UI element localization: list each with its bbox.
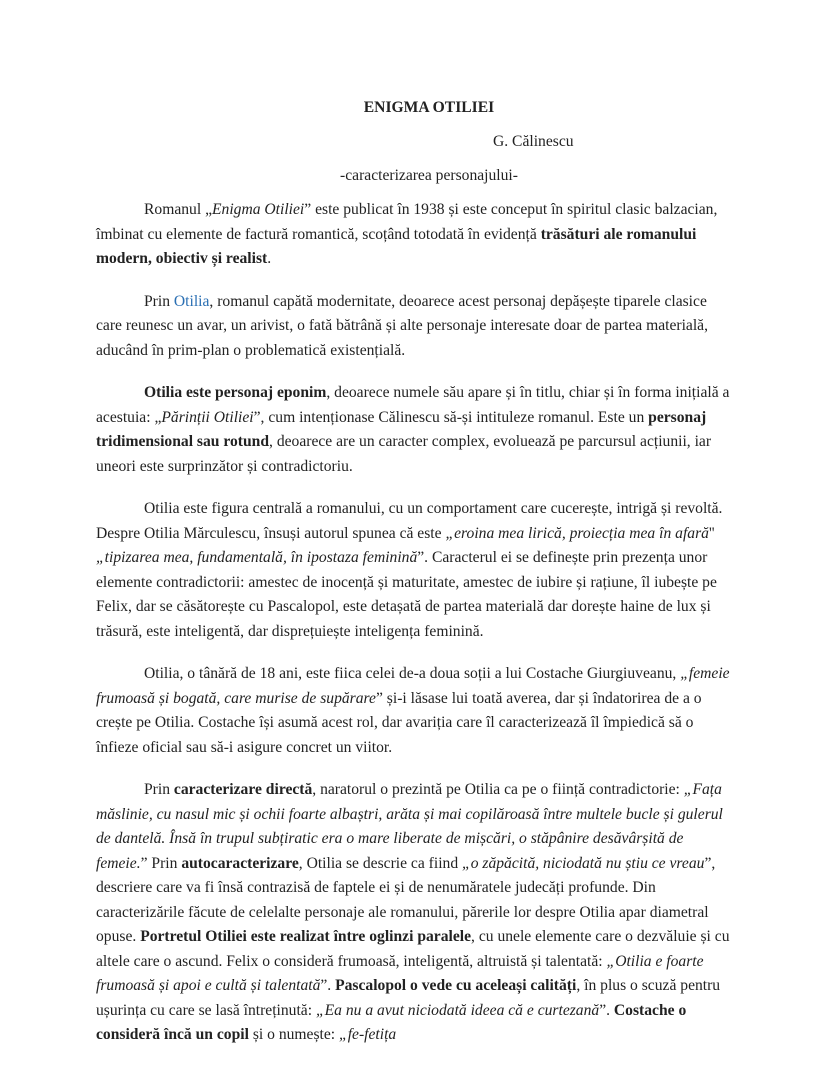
text: ”, descriere care va fi însă contrazisă de faptele ei și de nenumăratele judecăți profunde. Din caracterizările făcute de celelalte personaje ale romanului, părerile lor despre Otilia apar diametral opuse. — [96, 854, 716, 945]
paragraph-background — [96, 662, 732, 760]
emphasis: „Ea nu a avut niciodată ideea că e curtezană — [315, 1001, 600, 1019]
bold-text: caracterizare directă — [173, 781, 313, 798]
otilia-link[interactable]: Otilia — [173, 292, 210, 310]
paragraph-modernity — [96, 290, 732, 364]
paragraph-characterization — [96, 778, 732, 1048]
paragraph-eponym — [96, 381, 732, 479]
bold-text: trăsături ale romanului modern, obiectiv și realist — [96, 225, 697, 267]
text: ”. Caracterul ei se definește prin prezența unor elemente contradictorii: amestec de inocență și maturitate, amestec de iubire și rațiune, îl iubește pe Felix, dar se căsătorește cu Pascalopol, este detașată de partea materială dar dorește haine de lux și trăsură, este inteligentă, dar disprețuiește inteligența feminină. — [96, 549, 717, 640]
text: , naratorul o prezintă pe Otilia ca pe o ființă contradictorie: — [312, 781, 684, 798]
text: , romanul capătă modernitate, deoarece acest personaj depășește tiparele clasice care reunesc un avar, un arivist, o fată bătrână și alte personaje interesate doar de partea materială, aducând în prim-plan o problematică existențială. — [96, 292, 708, 359]
text: , în plus o scuză pentru ușurința cu care se lasă întreținută: — [96, 977, 721, 1019]
emphasis: „eroina mea lirică, proiecția mea în afară — [445, 524, 709, 542]
bold-text: Pascalopol o vede cu aceleași calități — [335, 977, 577, 994]
text: . — [267, 250, 272, 267]
text: ” și-i lăsase lui toată averea, dar și îndatorirea de a o crește pe Otilia. Costache își asumă acest rol, dar avariția care îl caracterizează îl împiedică să o înfieze oficial sau să-i asigure concret un viitor. — [96, 689, 702, 756]
text: Otilia, o tânără de 18 ani, este fiica celei de-a doua soții a lui Costache Giurgiuveanu, — [144, 665, 681, 682]
emphasis: „Fața măslinie, cu nasul mic și ochii foarte albaștri, arăta și mai copilăroasă între multele bucle și gulerul de dantelă. Însă în trupul subțiratic era o mare liberate de mișcări, o stăpânire desăvârșită de femeie. — [96, 781, 723, 872]
text: Romanul „ — [144, 201, 212, 218]
paragraph-intro — [96, 198, 732, 272]
text: , Otilia se descrie ca fiind — [298, 854, 463, 872]
text: ”, cum intenționase Călinescu să-și intituleze romanul. Este un — [253, 408, 649, 426]
author-name: G. Călinescu — [493, 133, 574, 150]
bold-text: autocaracterizare — [181, 854, 299, 872]
paragraph-central-figure — [96, 497, 732, 644]
bold-text: personaj tridimensional sau rotund — [96, 408, 707, 450]
text: Prin — [144, 292, 174, 310]
text: ”. — [599, 1001, 614, 1019]
text: și o numește: — [248, 1026, 340, 1043]
document-subtitle: -caracterizarea personajului- — [340, 167, 518, 184]
text: Prin — [144, 781, 174, 798]
text: Otilia este figura centrală a romanului, cu un comportament care cucerește, intrigă și revoltă. Despre Otilia Mărculescu, însuși autorul spunea că este — [96, 500, 723, 542]
text: '' — [708, 524, 715, 542]
emphasis: „tipizarea mea, fundamentală, în ipostaza feminină — [96, 549, 418, 566]
bold-text: Otilia este personaj eponim — [144, 384, 327, 401]
emphasis: „o zăpăcită, niciodată nu știu ce vreau — [462, 854, 705, 872]
text: ” este publicat în 1938 și este conceput în spiritul clasic balzacian, îmbinat cu elemente de factură romantică, scoțând totodată în evidență — [96, 201, 718, 243]
emphasis: Enigma Otiliei — [212, 201, 305, 218]
emphasis: „fe-fetița — [339, 1026, 397, 1043]
document-title: ENIGMA OTILIEI — [363, 99, 495, 116]
text: ” Prin — [140, 854, 182, 872]
text: , cu unele elemente care o dezvăluie și cu altele care o ascund. Felix o consideră frumoasă, inteligentă, altruistă și talentată: — [96, 928, 730, 970]
bold-text: Portretul Otiliei este realizat între oglinzi paralele — [140, 928, 472, 945]
emphasis: „Otilia e foarte frumoasă și apoi e cultă și talentată — [96, 952, 704, 994]
document-page — [96, 96, 732, 1066]
emphasis: Părinții Otiliei — [161, 408, 254, 426]
text: ”. — [320, 977, 336, 994]
text: , deoarece are un caracter complex, evoluează pe parcursul acțiunii, iar uneori este surprinzător și contradictoriu. — [96, 433, 712, 475]
emphasis: „femeie frumoasă și bogată, care murise de supărare — [96, 665, 730, 707]
bold-text: Costache o consideră încă un copil — [96, 1001, 687, 1043]
text: , deoarece numele său apare și în titlu, chiar și în forma inițială a acestuia: „ — [96, 384, 730, 426]
